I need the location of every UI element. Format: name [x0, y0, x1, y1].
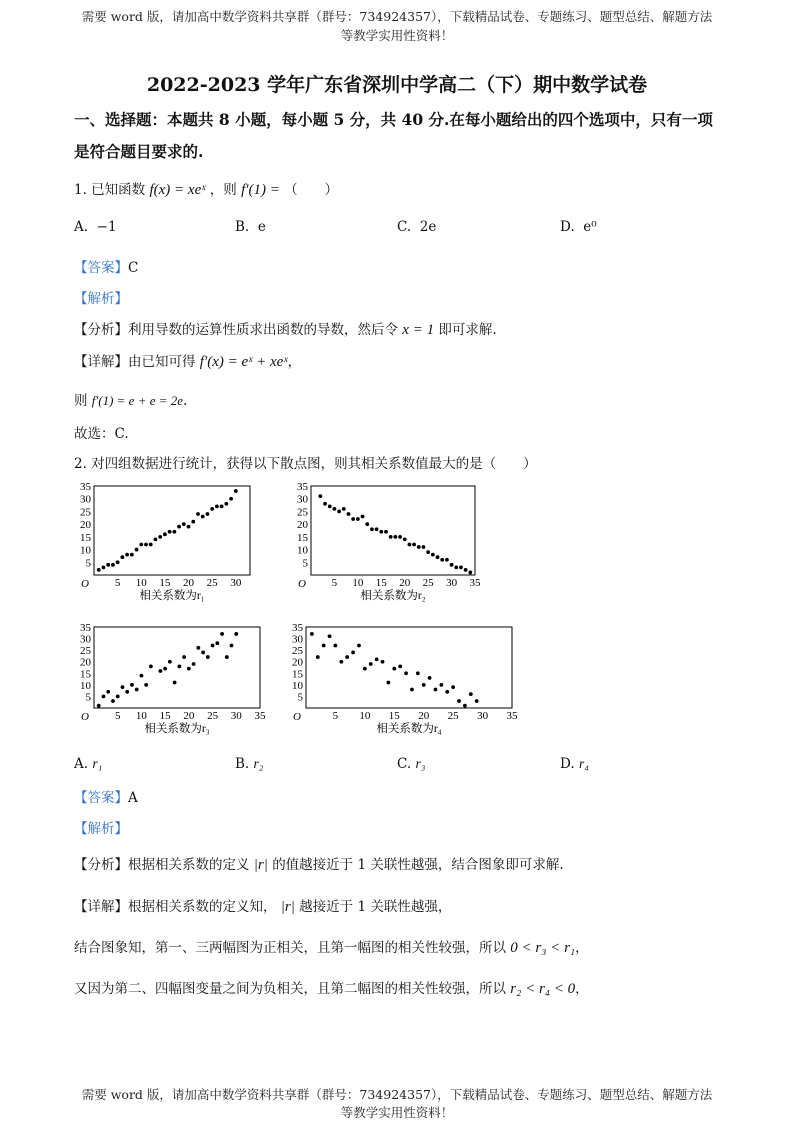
scatter-point	[475, 699, 479, 703]
fenxi-text: 根据相关系数的定义	[128, 857, 250, 873]
fenxi-math: |r|	[253, 857, 268, 873]
x-tick-label: 15	[388, 710, 400, 722]
scatter-point	[316, 655, 320, 659]
origin-label: O	[81, 711, 89, 723]
x-tick-label: 30	[477, 710, 489, 722]
q1-analysis-tag: 【解析】	[74, 291, 128, 307]
option-label: D.	[560, 219, 575, 235]
scatter-point	[201, 515, 205, 519]
y-tick-label: 30	[80, 633, 91, 646]
q1-stem	[74, 178, 338, 199]
scatter-point	[422, 545, 426, 549]
scatter-point	[370, 527, 374, 531]
scatter-point	[384, 530, 388, 534]
xiangjie-text: 根据相关系数的定义知，	[128, 899, 277, 915]
fenxi-math: x = 1	[402, 322, 435, 338]
scatter-point	[365, 522, 369, 526]
plot-frame	[311, 486, 475, 575]
x-tick-label: 30	[230, 710, 242, 722]
q1-xiangjie	[74, 350, 301, 371]
scatter-point	[106, 690, 110, 694]
scatter-point	[149, 543, 153, 547]
scatter-point	[356, 517, 360, 521]
scatter-point	[379, 530, 383, 534]
q1-function: f(x) = xeˣ	[149, 182, 206, 198]
scatter-point	[439, 683, 443, 687]
scatter-point	[333, 507, 337, 511]
scatter-point	[351, 517, 355, 521]
answer-tag: 【答案】	[74, 260, 128, 276]
scatter-point	[121, 685, 125, 689]
y-tick-label: 35	[297, 481, 308, 493]
q1-mid: ，则	[209, 182, 237, 198]
scatter-point	[116, 560, 120, 564]
scatter-point	[177, 525, 181, 529]
scatter-point	[339, 660, 343, 664]
q2-xiangjie	[74, 895, 451, 916]
scatter-point	[130, 683, 134, 687]
x-tick-label: 5	[331, 577, 338, 589]
scatter-point	[322, 644, 326, 648]
footer-line-1: 需要 word 版，请加高中数学资料共享群（群号：734924357），下载精品试卷、专题练习、题型总结、解题方法	[81, 1087, 713, 1102]
x-tick-label: 15	[159, 577, 171, 589]
scatter-point	[375, 527, 379, 531]
y-tick-label: 25	[80, 506, 91, 519]
option-label: C.	[397, 219, 412, 235]
scatter-point	[408, 543, 412, 547]
option-label: C.	[397, 756, 412, 772]
scatter-point	[168, 660, 172, 664]
scatter-point	[173, 681, 177, 685]
scatter-point	[328, 634, 332, 638]
scatter-point	[102, 695, 106, 699]
scatter-point	[102, 565, 106, 569]
y-tick-label: 20	[80, 656, 91, 669]
scatter-point	[125, 553, 129, 557]
scatter-point	[97, 704, 101, 708]
x-tick-label: 25	[207, 710, 219, 722]
xiangjie-text-end: 越接近于 1 关联性越强，	[299, 899, 452, 915]
xiangjie-end: ，	[287, 354, 302, 370]
y-tick-label: 10	[80, 544, 91, 557]
scatter-point	[463, 704, 467, 708]
scatter-point	[130, 553, 134, 557]
scatter-point	[431, 553, 435, 557]
y-tick-label: 10	[80, 679, 91, 692]
scatter-point	[436, 555, 440, 559]
x-axis-label: 相关系数为r₃	[144, 723, 210, 735]
scatter-point	[220, 504, 224, 508]
q1-option-b	[235, 219, 266, 235]
scatter-point	[229, 497, 233, 501]
origin-label: O	[81, 578, 89, 590]
q2-option-b	[235, 756, 263, 772]
xiangjie-tag: 【详解】	[74, 899, 128, 915]
x-tick-label: 10	[359, 710, 371, 722]
line3-text: 结合图象知，第一、三两幅图为正相关，且第一幅图的相关性较强，所以	[74, 940, 506, 956]
scatter-point	[457, 699, 461, 703]
x-tick-label: 20	[399, 577, 411, 589]
header-line-2: 等教学实用性资料！	[340, 28, 454, 43]
q1-option-d	[560, 219, 597, 235]
scatter-point	[196, 646, 200, 650]
scatter-point	[318, 494, 322, 498]
line3-end: ，	[575, 940, 589, 956]
option-label: B.	[235, 756, 250, 772]
scatter-point	[191, 520, 195, 524]
scatter-point	[144, 543, 148, 547]
y-tick-label: 5	[85, 691, 91, 704]
scatter-point	[159, 669, 163, 673]
x-axis-label: 相关系数为r₁	[139, 590, 205, 602]
xiangjie-text: 由已知可得	[128, 354, 196, 370]
scatter-point	[116, 695, 120, 699]
section-heading-line-2: 是符合题目要求的.	[74, 142, 204, 161]
q1-conclusion: 故选：C.	[74, 426, 129, 442]
q2-answer	[74, 786, 138, 806]
scatter-point	[323, 502, 327, 506]
scatter-point	[389, 535, 393, 539]
scatter-point	[361, 515, 365, 519]
q2-line3	[74, 936, 589, 957]
y-tick-label: 5	[85, 557, 91, 570]
q1-option-c	[397, 219, 436, 235]
scatter-point	[403, 538, 407, 542]
y-tick-label: 25	[292, 645, 303, 658]
answer-value: C	[128, 260, 139, 276]
scatter-point	[416, 671, 420, 675]
y-tick-label: 30	[297, 493, 308, 506]
scatter-point	[135, 548, 139, 552]
scatter-point	[211, 644, 215, 648]
scatter-point	[182, 522, 186, 526]
header-line-1: 需要 word 版，请加高中数学资料共享群（群号：734924357），下载精品试卷、专题练习、题型总结、解题方法	[81, 9, 713, 24]
scatter-point	[168, 530, 172, 534]
scatter-point	[158, 535, 162, 539]
scatter-point	[445, 690, 449, 694]
fenxi-text: 利用导数的运算性质求出函数的导数，然后令	[128, 322, 398, 338]
scatter-point	[120, 555, 124, 559]
y-tick-label: 15	[80, 531, 91, 544]
step-prefix: 则	[74, 393, 88, 409]
y-tick-label: 35	[80, 622, 91, 634]
x-tick-label: 35	[506, 710, 518, 722]
x-axis-label: 相关系数为r₄	[376, 723, 442, 735]
y-tick-label: 35	[80, 481, 91, 493]
scatter-point	[215, 504, 219, 508]
q1-paren: （ ）	[284, 182, 339, 198]
scatter-point	[450, 563, 454, 567]
scatter-point	[412, 543, 416, 547]
xiangjie-tag: 【详解】	[74, 354, 128, 370]
scatter-point	[187, 667, 191, 671]
x-tick-label: 25	[447, 710, 459, 722]
y-tick-label: 25	[297, 506, 308, 519]
y-tick-label: 5	[302, 557, 308, 570]
scatter-point	[469, 692, 473, 696]
q2-option-d	[560, 756, 589, 772]
x-tick-label: 5	[114, 577, 121, 589]
scatter-point	[426, 550, 430, 554]
scatter-point	[434, 688, 438, 692]
scatter-point	[234, 632, 238, 636]
scatter-point	[125, 690, 129, 694]
option-value: −1	[96, 219, 117, 235]
x-tick-label: 5	[114, 710, 121, 722]
x-tick-label: 35	[254, 710, 266, 722]
option-label: A.	[74, 219, 89, 235]
y-tick-label: 15	[292, 668, 303, 681]
option-value: 2e	[419, 219, 437, 235]
scatter-point	[451, 685, 455, 689]
origin-label: O	[293, 711, 301, 723]
scatter-chart-r1	[70, 478, 260, 616]
q1-step2	[74, 389, 187, 409]
x-tick-label: 10	[135, 710, 147, 722]
y-tick-label: 30	[292, 633, 303, 646]
scatter-point	[328, 504, 332, 508]
x-tick-label: 5	[332, 710, 339, 722]
scatter-point	[206, 512, 210, 516]
q1-fenxi	[74, 318, 497, 339]
line4-math: r₂ < r₄ < 0	[510, 981, 576, 997]
scatter-point	[210, 507, 214, 511]
scatter-point	[177, 664, 181, 668]
scatter-point	[182, 655, 186, 659]
scatter-point	[445, 558, 449, 562]
scatter-point	[357, 644, 361, 648]
scatter-point	[398, 535, 402, 539]
y-tick-label: 25	[80, 645, 91, 658]
xiangjie-math: f′(x) = eˣ + xeˣ	[199, 354, 288, 370]
scatter-point	[310, 632, 314, 636]
q2-fenxi	[74, 853, 564, 874]
x-tick-label: 25	[206, 577, 218, 589]
scatter-point	[224, 502, 228, 506]
scatter-point	[163, 667, 167, 671]
scatter-point	[404, 671, 408, 675]
fenxi-tag: 【分析】	[74, 857, 128, 873]
scatter-point	[140, 674, 144, 678]
x-tick-label: 20	[183, 577, 195, 589]
origin-label: O	[298, 578, 306, 590]
scatter-point	[97, 568, 101, 572]
scatter-point	[464, 568, 468, 572]
scatter-point	[192, 662, 196, 666]
option-label: D.	[560, 756, 575, 772]
scatter-point	[144, 683, 148, 687]
scatter-point	[111, 699, 115, 703]
scatter-point	[139, 543, 143, 547]
option-value: r₁	[92, 756, 103, 771]
fenxi-tag: 【分析】	[74, 322, 128, 338]
line4-text: 又因为第二、四幅图变量之间为负相关，且第二幅图的相关性较强，所以	[74, 981, 506, 997]
y-tick-label: 20	[80, 519, 91, 532]
scatter-chart-r4	[280, 618, 525, 743]
option-value: e⁰	[583, 219, 597, 235]
scatter-point	[230, 644, 234, 648]
scatter-point	[135, 688, 139, 692]
option-value: e	[257, 219, 266, 235]
y-tick-label: 15	[80, 668, 91, 681]
q2-stem: 2. 对四组数据进行统计，获得以下散点图，则其相关系数值最大的是（ ）	[74, 456, 537, 472]
scatter-point	[398, 664, 402, 668]
scatter-point	[468, 571, 472, 575]
scatter-point	[201, 651, 205, 655]
option-value: r₃	[415, 756, 426, 771]
option-value: r₄	[578, 756, 589, 771]
scatter-point	[417, 545, 421, 549]
scatter-point	[393, 535, 397, 539]
q1-answer	[74, 256, 138, 276]
scatter-point	[422, 683, 426, 687]
y-tick-label: 10	[292, 679, 303, 692]
q2-option-c	[397, 756, 425, 772]
step-end: .	[183, 393, 188, 409]
option-label: A.	[74, 756, 89, 772]
scatter-point	[428, 676, 432, 680]
scatter-point	[381, 660, 385, 664]
scatter-point	[149, 664, 153, 668]
x-tick-label: 10	[352, 577, 364, 589]
q2-analysis-tag: 【解析】	[74, 821, 128, 837]
line4-end: ，	[575, 981, 589, 997]
scatter-point	[345, 655, 349, 659]
scatter-point	[163, 532, 167, 536]
x-tick-label: 15	[375, 577, 387, 589]
x-tick-label: 35	[469, 577, 481, 589]
scatter-point	[392, 667, 396, 671]
x-tick-label: 15	[159, 710, 171, 722]
answer-value: A	[128, 790, 138, 806]
scatter-chart-r3	[70, 618, 270, 743]
y-tick-label: 20	[292, 656, 303, 669]
scatter-point	[220, 632, 224, 636]
scatter-point	[172, 530, 176, 534]
y-tick-label: 15	[297, 531, 308, 544]
plot-frame	[306, 627, 512, 708]
scatter-point	[154, 538, 158, 542]
x-tick-label: 25	[422, 577, 434, 589]
scatter-point	[187, 525, 191, 529]
fenxi-text-end: 的值越接近于 1 关联性越强，结合图象即可求解.	[272, 857, 564, 873]
scatter-point	[363, 667, 367, 671]
y-tick-label: 30	[80, 493, 91, 506]
y-tick-label: 20	[297, 519, 308, 532]
x-tick-label: 20	[183, 710, 195, 722]
xiangjie-math: |r|	[280, 899, 295, 915]
step-math: f′(1) = e + e = 2e	[91, 393, 184, 408]
answer-tag: 【答案】	[74, 790, 128, 806]
line3-math: 0 < r₃ < r₁	[510, 940, 576, 956]
section-heading-line-1: 一、选择题：本题共 8 小题，每小题 5 分，共 40 分.在每小题给出的四个选项中，只有一项	[74, 110, 713, 129]
x-axis-label: 相关系数为r₂	[360, 590, 426, 602]
scatter-point	[106, 563, 110, 567]
scatter-point	[459, 565, 463, 569]
scatter-point	[454, 565, 458, 569]
page-title: 2022-2023 学年广东省深圳中学高二（下）期中数学试卷	[146, 74, 648, 96]
scatter-point	[215, 641, 219, 645]
scatter-point	[410, 688, 414, 692]
scatter-point	[337, 510, 341, 514]
scatter-point	[206, 655, 210, 659]
y-tick-label: 35	[292, 622, 303, 634]
option-label: B.	[235, 219, 250, 235]
q1-option-a	[74, 219, 117, 235]
scatter-point	[334, 644, 338, 648]
scatter-point	[234, 489, 238, 493]
x-tick-label: 30	[446, 577, 458, 589]
option-value: r₂	[253, 756, 264, 771]
scatter-chart-r2	[285, 478, 485, 616]
y-tick-label: 10	[297, 544, 308, 557]
scatter-point	[375, 658, 379, 662]
x-tick-label: 30	[230, 577, 242, 589]
q1-expression: f′(1) =	[241, 182, 280, 198]
scatter-point	[342, 507, 346, 511]
scatter-point	[387, 681, 391, 685]
scatter-point	[347, 512, 351, 516]
scatter-point	[225, 655, 229, 659]
x-tick-label: 20	[418, 710, 430, 722]
scatter-point	[196, 512, 200, 516]
q2-option-a	[74, 756, 102, 772]
scatter-point	[369, 662, 373, 666]
scatter-point	[440, 558, 444, 562]
q2-line4	[74, 977, 589, 998]
scatter-point	[351, 651, 355, 655]
q1-prefix: 1. 已知函数	[74, 182, 146, 198]
x-tick-label: 10	[135, 577, 147, 589]
footer-line-2: 等教学实用性资料！	[340, 1105, 454, 1120]
y-tick-label: 5	[297, 691, 303, 704]
scatter-point	[111, 563, 115, 567]
fenxi-text-end: 即可求解.	[438, 322, 497, 338]
